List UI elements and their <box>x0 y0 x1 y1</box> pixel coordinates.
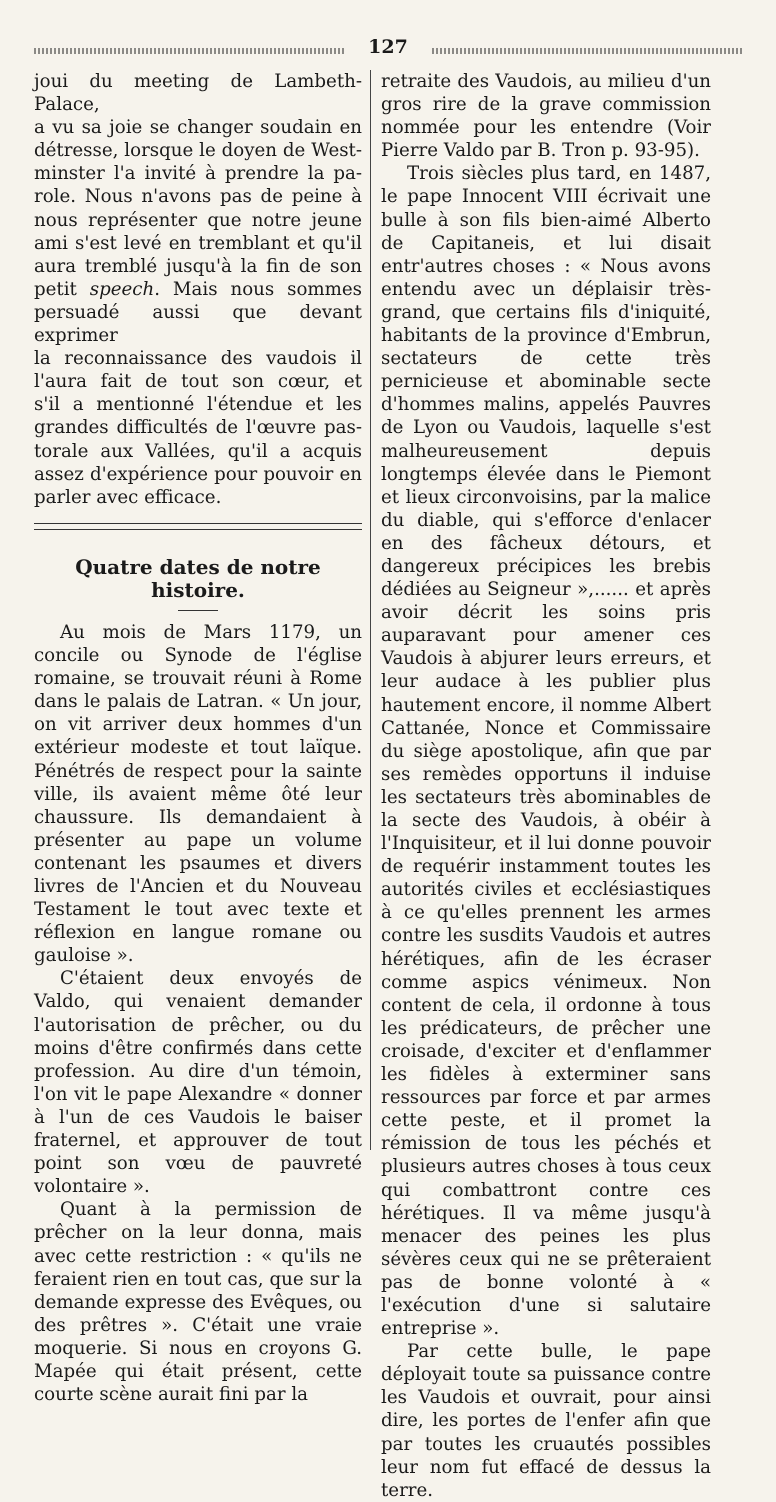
column-divider <box>370 70 371 1150</box>
intro-line: l'aura fait de tout son cœur, et <box>34 371 362 393</box>
section-heading: Quatre dates de notre histoire. <box>75 554 321 602</box>
intro-line: assez d'expérience pour pouvoir en <box>34 463 362 485</box>
section-separator <box>34 523 362 530</box>
header-ornament-left <box>34 48 344 54</box>
intro-line: aura tremblé jusqu'à la fin de son <box>34 255 362 277</box>
intro-line: role. Nous n'avons pas de peine à <box>34 186 362 208</box>
intro-line: détresse, lorsque le doyen de West- <box>34 140 362 162</box>
intro-line: nous représenter que notre jeune <box>34 209 362 231</box>
speech-word: speech <box>89 278 155 300</box>
intro-line: s'il a mentionné l'étendue et les <box>34 394 362 416</box>
header-ornament-right <box>432 48 742 54</box>
intro-line: ami s'est levé en tremblant et qu'il <box>34 232 362 254</box>
paragraph-1487: Trois siècles plus tard, en 1487, le pape Innocent VIII écrivait une bulle à son fils bien-aimé Alberto de Capitaneis, et lui disait entr'autres choses : « Nous avons entendu avec un déplaisir très-grand, que certains fils d'iniquité, habitants de la province d'Embrun, sectateurs de cette très pernicieuse et abominable secte d'hommes malins, appelés Pauvres de Lyon ou Vaudois, laquelle s'est malheureusement depuis longtemps élevée dans le Piemont et lieux circonvoisins, par la malice du diable, qui s'efforce d'enlacer en des fâcheux détours, et dangereux précipices les brebis dédiées au Seigneur »,...... et après avoir décrit les soins pris auparavant pour amener ces Vaudois à abjurer leurs erreurs, et leur audace à les publier plus hautement encore, il nomme Albert Cattanée, Nonce et Commissaire du siège apostolique, afin que par ses remèdes opportuns il induise les sectateurs très abominables de la secte des Vaudois, à obéir à l'Inquisiteur, et il lui donne pouvoir de requérir instamment toutes les autorités civiles et ecclésiastiques à ce qu'elles prennent les armes contre les susdits Vaudois et autres hérétiques, afin de les écraser comme aspics vénimeux. Non content de cela, il ordonne à tous les prédicateurs, de prêcher une croisade, d'exciter et d'enflammer les fidèles à exterminer sans ressources par force et par armes cette peste, et il promet la rémission de tous les péchés et plusieurs autres choses à tous ceux qui combattront contre ces hérétiques. Il va même jusqu'à menacer des peines les plus sévères ceux qui ne se prêteraient pas de bonne volonté à « l'exécution d'une si salutaire entreprise ». <box>381 163 711 1340</box>
paragraph-bulle: Par cette bulle, le pape déployait toute sa puissance contre les Vaudois et ouvrait, pour ainsi dire, les portes de l'enfer afin que par toutes les cruautés possibles leur nom fut effacé de dessus la terre. <box>381 1341 711 1501</box>
page-number: 127 <box>368 36 408 58</box>
right-column <box>381 70 711 1502</box>
intro-line: persuadé aussi que devant exprimer <box>34 301 362 347</box>
intro-paragraph <box>34 70 362 509</box>
intro-line: joui du meeting de Lambeth-Palace, <box>34 71 362 116</box>
intro-line: la reconnaissance des vaudois il <box>34 348 362 370</box>
intro-line: petit speech. Mais nous sommes <box>34 278 363 300</box>
paragraph-continuation: retraite des Vaudois, au milieu d'un gros rire de la grave commission nommée pour les entendre (Voir Pierre Valdo par B. Tron p. 93-95). <box>381 71 711 162</box>
heading-rule <box>178 610 218 611</box>
paragraph-1179: Au mois de Mars 1179, un concile ou Synode de l'église romaine, se trouvait réuni à Rome dans le palais de Latran. « Un jour, on vit arriver deux hommes d'un extérieur modeste et tout laïque. Pénétrés de respect pour la sainte ville, ils avaient même ôté leur chaussure. Ils demandaient à présenter au pape un volume contenant les psaumes et divers livres de l'Ancien et du Nouveau Testament le tout avec texte et réflexion en langue romane ou gauloise ». <box>34 621 362 967</box>
intro-line: grandes difficultés de l'œuvre pas- <box>34 417 362 439</box>
intro-line: parler avec efficace. <box>34 486 222 508</box>
paragraph-valdo-envoys: C'étaient deux envoyés de Valdo, qui venaient demander l'autorisation de prêcher, ou du moins d'être confirmés dans cette profession. Au dire d'un témoin, l'on vit le pape Alexandre « donner à l'un de ces Vaudois le baiser fraternel, et approuver de tout point son vœu de pauvreté volontaire ». <box>34 968 362 1198</box>
intro-line: torale aux Vallées, qu'il a acquis <box>34 440 362 462</box>
paragraph-permission: Quant à la permission de prêcher on la leur donna, mais avec cette restriction : « qu'ils ne feraient rien en tout cas, que sur la demande expresse des Evêques, ou des prêtres ». C'était une vraie moquerie. Si nous en croyons G. Mapée qui était présent, cette courte scène aurait fini par la <box>34 1199 362 1406</box>
left-column <box>34 70 362 1406</box>
page-header <box>34 36 742 60</box>
intro-line: a vu sa joie se changer soudain en <box>34 117 362 139</box>
intro-line: minster l'a invité à prendre la pa- <box>34 163 362 185</box>
